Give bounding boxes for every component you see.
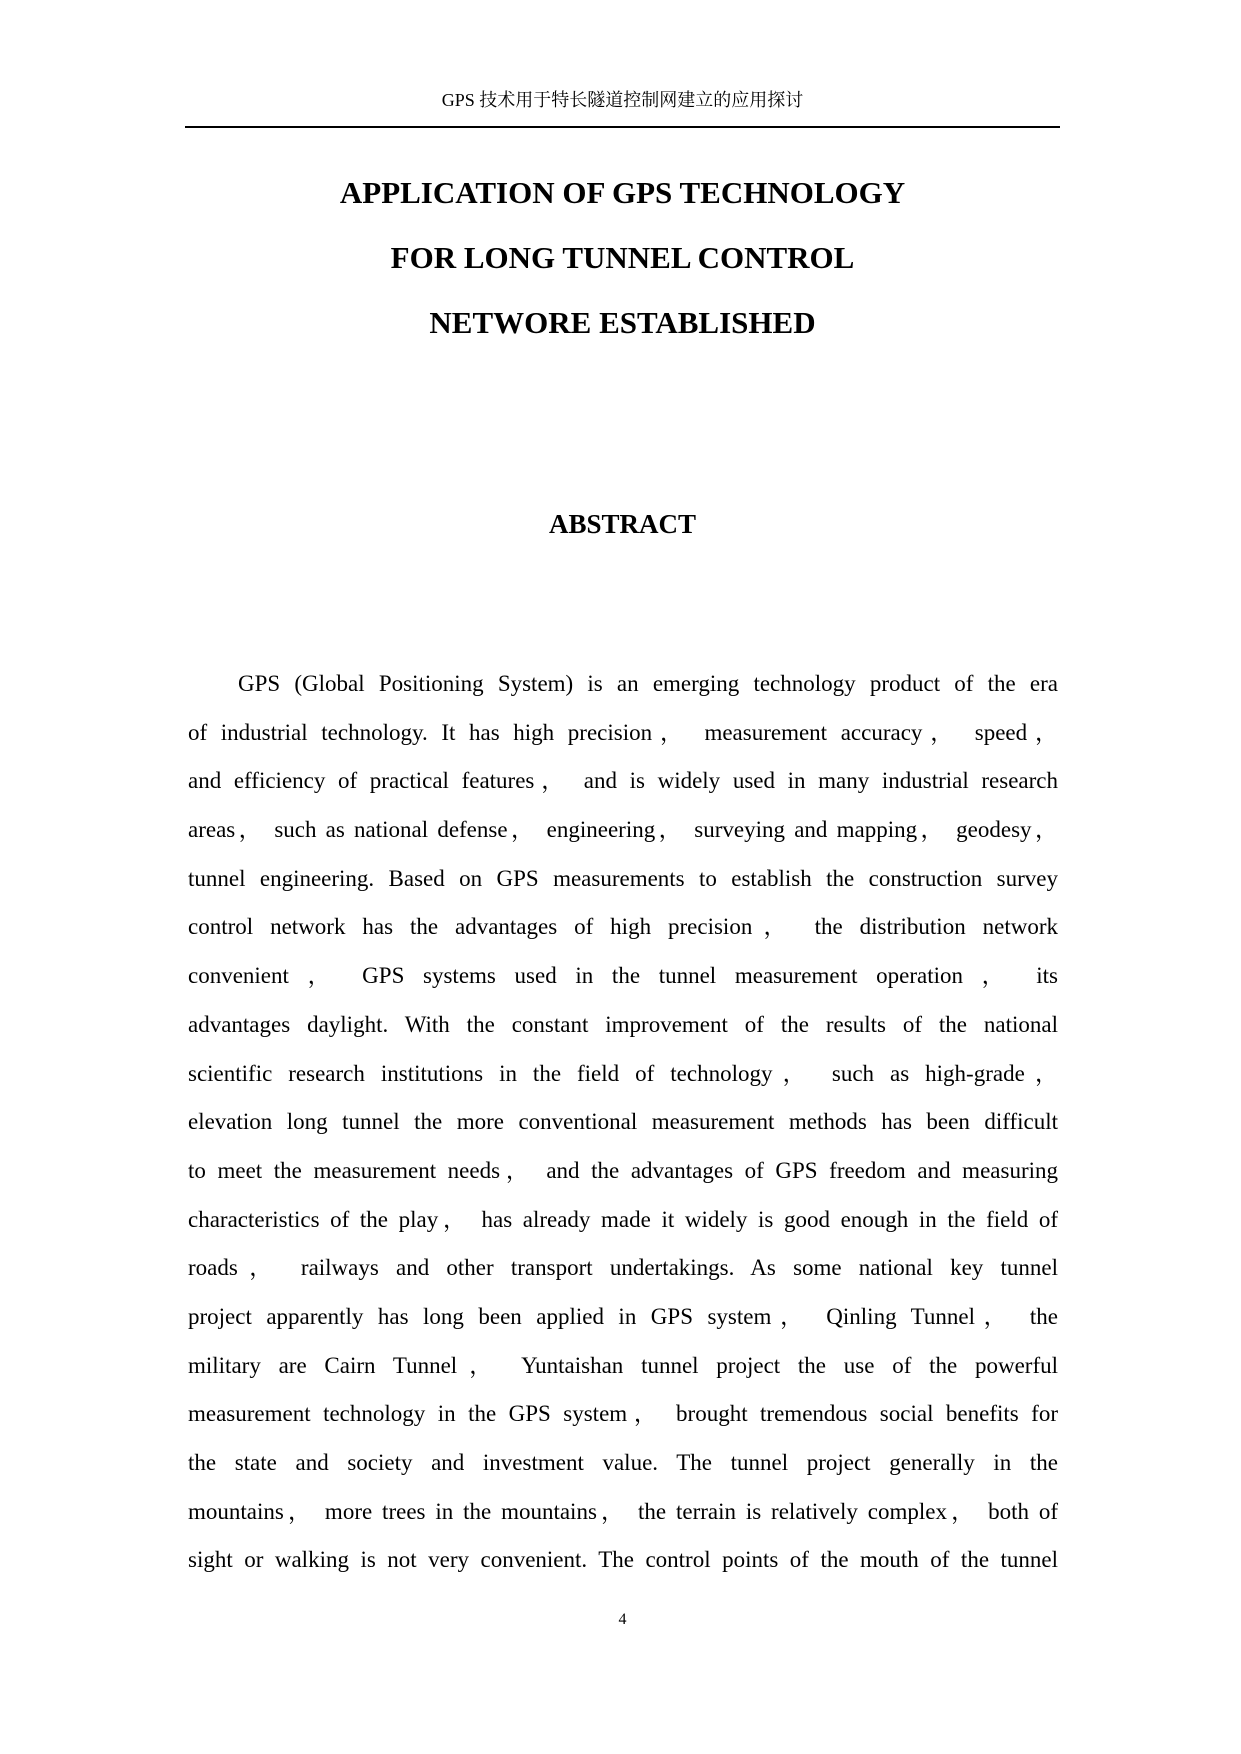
abstract-line: military are Cairn Tunnel， Yuntaishan tunnel project the use of the powerful bbox=[188, 1352, 1058, 1378]
abstract-line: of industrial technology. It has high precision， measurement accuracy， speed， bbox=[188, 719, 1058, 745]
abstract-line: convenient ， GPS systems used in the tunnel measurement operation ， its bbox=[188, 963, 1058, 989]
abstract-line: sight or walking is not very convenient. The control points of the mouth of the tunnel bbox=[188, 1547, 1058, 1573]
abstract-line: and efficiency of practical features， and is widely used in many industrial research bbox=[188, 768, 1058, 794]
paper-title bbox=[185, 160, 1060, 355]
abstract-heading: ABSTRACT bbox=[548, 509, 697, 539]
abstract-line: measurement technology in the GPS system， brought tremendous social benefits for bbox=[188, 1401, 1058, 1427]
header-rule bbox=[185, 126, 1060, 128]
title-line: APPLICATION OF GPS TECHNOLOGY bbox=[339, 175, 906, 210]
abstract-line: tunnel engineering. Based on GPS measurements to establish the construction survey bbox=[188, 865, 1058, 891]
abstract-line: to meet the measurement needs， and the advantages of GPS freedom and measuring bbox=[188, 1157, 1058, 1183]
abstract-line: elevation long tunnel the more conventional measurement methods has been difficult bbox=[188, 1109, 1058, 1135]
abstract-line: characteristics of the play， has already made it widely is good enough in the field of bbox=[188, 1206, 1058, 1232]
abstract-line: roads， railways and other transport undertakings. As some national key tunnel bbox=[188, 1255, 1058, 1281]
title-line: FOR LONG TUNNEL CONTROL bbox=[390, 240, 855, 275]
abstract-line: the state and society and investment value. The tunnel project generally in the bbox=[188, 1450, 1058, 1475]
abstract-line: advantages daylight. With the constant improvement of the results of the national bbox=[188, 1011, 1058, 1037]
title-line: NETWORE ESTABLISHED bbox=[429, 305, 816, 340]
running-header: GPS 技术用于特长隧道控制网建立的应用探讨 bbox=[441, 90, 804, 110]
abstract-line: GPS (Global Positioning System) is an emerging technology product of the era bbox=[238, 671, 1058, 696]
abstract-body bbox=[188, 660, 1058, 1585]
abstract-line: project apparently has long been applied in GPS system， Qinling Tunnel， the bbox=[188, 1303, 1058, 1329]
abstract-line: control network has the advantages of high precision， the distribution network bbox=[188, 914, 1058, 940]
abstract-line: areas， such as national defense， engineering， surveying and mapping， geodesy， bbox=[188, 817, 1058, 843]
abstract-line: scientific research institutions in the field of technology， such as high-grade， bbox=[188, 1060, 1058, 1086]
page-number: 4 bbox=[618, 1611, 627, 1628]
abstract-line: mountains， more trees in the mountains， the terrain is relatively complex， both of bbox=[188, 1498, 1058, 1524]
